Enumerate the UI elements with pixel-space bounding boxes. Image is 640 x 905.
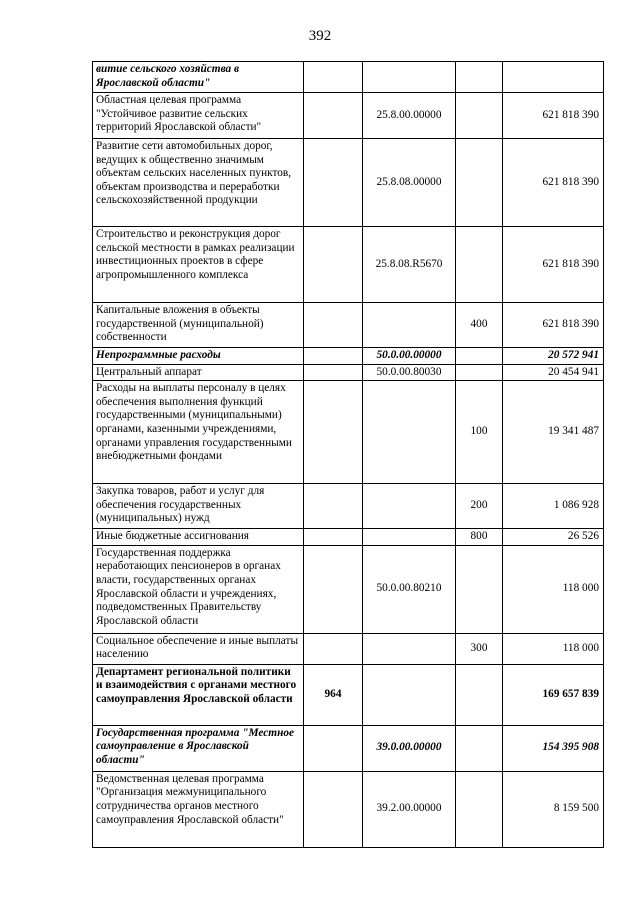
table-row — [93, 529, 604, 546]
row-target-item: 25.8.08.00000 — [363, 139, 456, 227]
row-department-code — [304, 545, 363, 633]
row-target-item — [363, 484, 456, 529]
table-row — [93, 633, 604, 664]
row-amount: 621 818 390 — [503, 93, 604, 139]
row-amount: 169 657 839 — [503, 664, 604, 725]
table-row — [93, 484, 604, 529]
row-amount: 20 572 941 — [503, 348, 604, 365]
row-amount: 118 000 — [503, 545, 604, 633]
row-name: Развитие сети автомобильных дорог, ведущих к общественно значимым объектам сельских населенных пунктов, объектам производства и переработки сельскохозяйственной продукции — [93, 139, 304, 227]
row-target-item: 39.0.00.00000 — [363, 725, 456, 771]
row-name: Социальное обеспечение и иные выплаты населению — [93, 633, 304, 664]
row-name: Иные бюджетные ассигнования — [93, 529, 304, 546]
row-target-item: 50.0.00.00000 — [363, 348, 456, 365]
table-row — [93, 771, 604, 847]
table-row — [93, 725, 604, 771]
row-amount: 118 000 — [503, 633, 604, 664]
row-department-code — [304, 139, 363, 227]
row-amount: 154 395 908 — [503, 725, 604, 771]
row-name: Расходы на выплаты персоналу в целях обеспечения выполнения функций государственными (муниципальными) органами, казенными учреждениями, органами управления государственными внебюджетными фондами — [93, 381, 304, 484]
row-name: Государственная поддержка неработающих пенсионеров в органах власти, государственных органах Ярославской области и учреждениях, подведомственных Правительству Ярославской области — [93, 545, 304, 633]
table-row — [93, 664, 604, 725]
row-expense-type — [456, 348, 503, 365]
row-amount: 26 526 — [503, 529, 604, 546]
row-target-item — [363, 303, 456, 348]
row-target-item — [363, 633, 456, 664]
row-name: Департамент региональной политики и взаимодействия с органами местного самоуправления Ярославской области — [93, 664, 304, 725]
table-row — [93, 348, 604, 365]
row-department-code — [304, 633, 363, 664]
row-expense-type: 200 — [456, 484, 503, 529]
row-amount: 621 818 390 — [503, 303, 604, 348]
row-amount: 621 818 390 — [503, 227, 604, 303]
row-amount: 19 341 487 — [503, 381, 604, 484]
row-target-item: 25.8.08.R5670 — [363, 227, 456, 303]
row-name: Непрограммные расходы — [93, 348, 304, 365]
row-department-code: 964 — [304, 664, 363, 725]
row-name: Центральный аппарат — [93, 364, 304, 381]
row-name: Капитальные вложения в объекты государственной (муниципальной) собственности — [93, 303, 304, 348]
row-target-item: 39.2.00.00000 — [363, 771, 456, 847]
row-expense-type — [456, 545, 503, 633]
table-row — [93, 381, 604, 484]
row-amount: 20 454 941 — [503, 364, 604, 381]
row-department-code — [304, 381, 363, 484]
row-expense-type — [456, 227, 503, 303]
page-number: 392 — [308, 28, 332, 44]
row-expense-type: 400 — [456, 303, 503, 348]
row-target-item: 50.0.00.80030 — [363, 364, 456, 381]
row-department-code — [304, 93, 363, 139]
table-row — [93, 62, 604, 93]
table-row — [93, 545, 604, 633]
row-name: Строительство и реконструкция дорог сельской местности в рамках реализации инвестиционных проектов в сфере агропромышленного комплекса — [93, 227, 304, 303]
table-row — [93, 93, 604, 139]
budget-table — [92, 61, 604, 848]
row-department-code — [304, 529, 363, 546]
row-target-item — [363, 664, 456, 725]
row-name: витие сельского хозяйства в Ярославской области" — [93, 62, 304, 93]
row-expense-type — [456, 62, 503, 93]
row-department-code — [304, 484, 363, 529]
table-row — [93, 303, 604, 348]
row-department-code — [304, 771, 363, 847]
row-expense-type — [456, 725, 503, 771]
row-name: Государственная программа "Местное самоуправление в Ярославской области" — [93, 725, 304, 771]
row-target-item — [363, 381, 456, 484]
row-target-item: 25.8.00.00000 — [363, 93, 456, 139]
row-expense-type — [456, 364, 503, 381]
row-amount — [503, 62, 604, 93]
row-department-code — [304, 227, 363, 303]
row-name: Областная целевая программа "Устойчивое развитие сельских территорий Ярославской области" — [93, 93, 304, 139]
table-row — [93, 227, 604, 303]
row-expense-type: 300 — [456, 633, 503, 664]
table-row — [93, 364, 604, 381]
row-department-code — [304, 348, 363, 365]
row-expense-type — [456, 139, 503, 227]
row-amount: 8 159 500 — [503, 771, 604, 847]
row-expense-type — [456, 93, 503, 139]
row-target-item: 50.0.00.80210 — [363, 545, 456, 633]
row-target-item — [363, 62, 456, 93]
row-department-code — [304, 62, 363, 93]
row-expense-type: 800 — [456, 529, 503, 546]
row-department-code — [304, 364, 363, 381]
row-expense-type — [456, 771, 503, 847]
row-amount: 1 086 928 — [503, 484, 604, 529]
row-department-code — [304, 725, 363, 771]
row-amount: 621 818 390 — [503, 139, 604, 227]
row-name: Ведомственная целевая программа "Организация межмуниципального сотрудничества органов местного самоуправления Ярославской области" — [93, 771, 304, 847]
table-row — [93, 139, 604, 227]
row-target-item — [363, 529, 456, 546]
row-expense-type: 100 — [456, 381, 503, 484]
row-expense-type — [456, 664, 503, 725]
row-name: Закупка товаров, работ и услуг для обеспечения государственных (муниципальных) нужд — [93, 484, 304, 529]
row-department-code — [304, 303, 363, 348]
